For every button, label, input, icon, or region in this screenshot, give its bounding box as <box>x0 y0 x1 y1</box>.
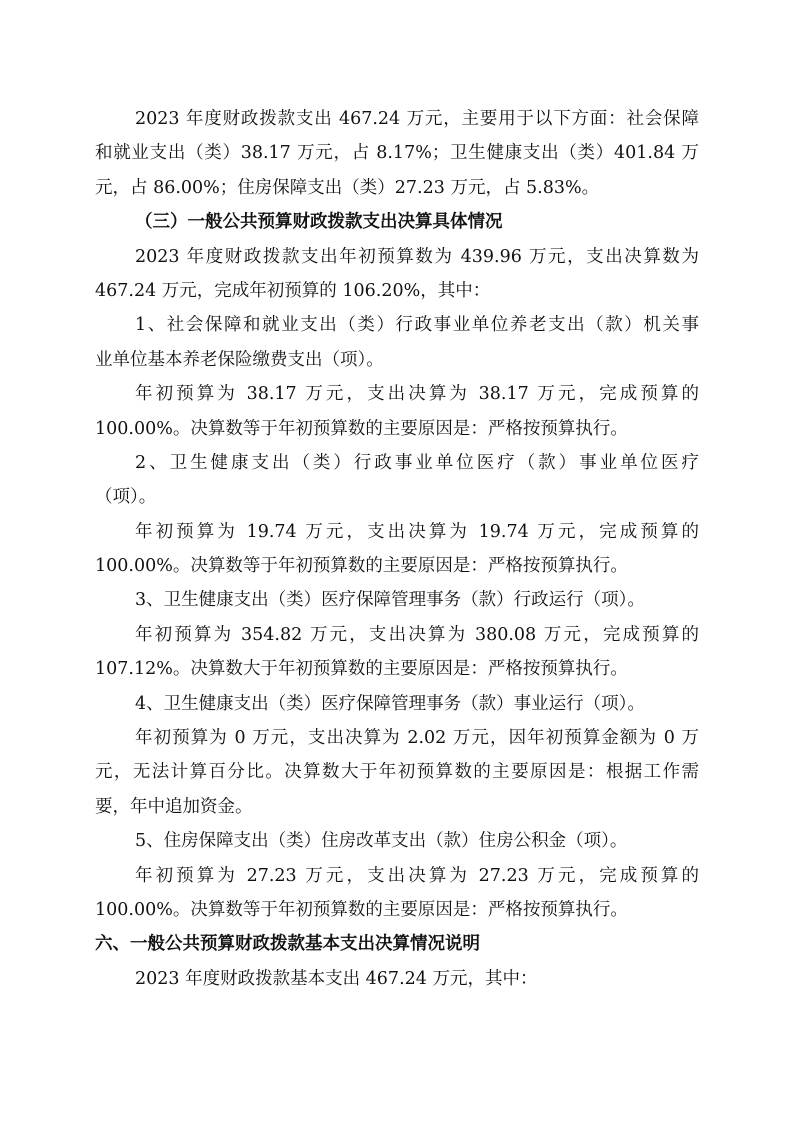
paragraph-line: 2、卫生健康支出（类）行政事业单位医疗（款）事业单位医疗 <box>135 452 699 473</box>
paragraph-line: 5、住房保障支出（类）住房改革支出（款）住房公积金（项）。 <box>135 831 628 852</box>
section-heading: 六、一般公共预算财政拨款基本支出决算情况说明 <box>95 934 480 955</box>
section-heading: （三）一般公共预算财政拨款支出决算具体情况 <box>135 212 503 233</box>
paragraph-line: 100.00%。决算数等于年初预算数的主要原因是：严格按预算执行。 <box>95 899 628 920</box>
paragraph-line: 年初预算为 27.23 万元，支出决算为 27.23 万元，完成预算的 <box>135 865 699 886</box>
paragraph-line: 年初预算为 19.74 万元，支出决算为 19.74 万元，完成预算的 <box>135 521 699 542</box>
paragraph-line: 元，无法计算百分比。决算数大于年初预算数的主要原因是：根据工作需 <box>95 762 699 783</box>
paragraph-line: （项）。 <box>95 487 157 508</box>
paragraph-line: 年初预算为 38.17 万元，支出决算为 38.17 万元，完成预算的 <box>135 384 699 405</box>
paragraph-line: 年初预算为 354.82 万元，支出决算为 380.08 万元，完成预算的 <box>135 624 699 645</box>
document-body <box>95 102 699 996</box>
paragraph-line: 元，占 86.00%；住房保障支出（类）27.23 万元，占 5.83%。 <box>95 177 600 198</box>
paragraph-line: 107.12%。决算数大于年初预算数的主要原因是：严格按预算执行。 <box>95 659 628 680</box>
paragraph-line: 1、社会保障和就业支出（类）行政事业单位养老支出（款）机关事 <box>135 315 699 336</box>
paragraph-line: 100.00%。决算数等于年初预算数的主要原因是：严格按预算执行。 <box>95 556 628 577</box>
paragraph-line: 100.00%。决算数等于年初预算数的主要原因是：严格按预算执行。 <box>95 418 628 439</box>
paragraph-line: 4、卫生健康支出（类）医疗保障管理事务（款）事业运行（项）。 <box>135 693 645 714</box>
paragraph-line: 2023 年度财政拨款支出 467.24 万元，主要用于以下方面：社会保障 <box>135 109 699 129</box>
paragraph-line: 和就业支出（类）38.17 万元，占 8.17%；卫生健康支出（类）401.84 万 <box>95 143 699 164</box>
paragraph-line: 467.24 万元，完成年初预算的 106.20%，其中： <box>95 280 491 301</box>
paragraph-line: 年初预算为 0 万元，支出决算为 2.02 万元，因年初预算金额为 0 万 <box>135 728 699 749</box>
paragraph-line: 业单位基本养老保险缴费支出（项）。 <box>95 349 384 370</box>
paragraph-line: 要，年中追加资金。 <box>95 796 253 817</box>
paragraph-line: 3、卫生健康支出（类）医疗保障管理事务（款）行政运行（项）。 <box>135 590 645 611</box>
paragraph-line: 2023 年度财政拨款支出年初预算数为 439.96 万元，支出决算数为 <box>135 246 699 267</box>
paragraph-line: 2023 年度财政拨款基本支出 467.24 万元，其中： <box>135 968 538 989</box>
